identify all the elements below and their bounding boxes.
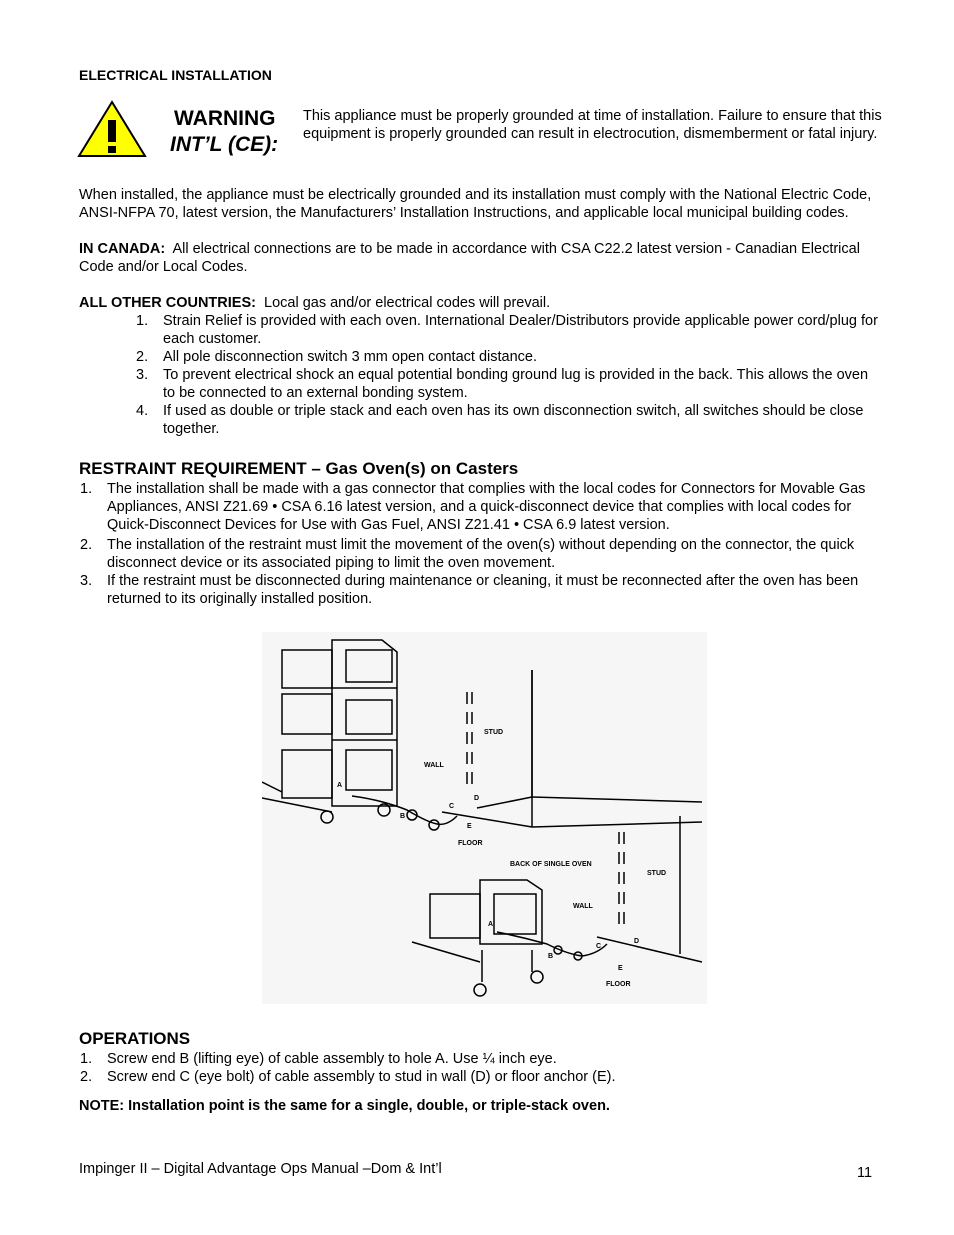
restraint-list	[80, 480, 887, 608]
stud-label: STUD	[484, 729, 504, 736]
label-c: C	[449, 803, 455, 810]
list-item: 3. If the restraint must be disconnected during maintenance or cleaning, it must be reconnected after the oven has been returned to its originally installed position.	[80, 573, 859, 607]
section-heading-operations: OPERATIONS	[79, 1029, 191, 1048]
section-heading-electrical: ELECTRICAL INSTALLATION	[79, 67, 272, 83]
restraint-installation-diagram	[262, 632, 707, 1004]
label-d-2: D	[634, 938, 640, 945]
label-a: A	[337, 782, 343, 789]
electrical-list	[136, 312, 883, 438]
canada-label: IN CANADA:	[79, 241, 166, 257]
floor-label: FLOOR	[458, 840, 483, 847]
list-item: 2. The installation of the restraint must limit the movement of the oven(s) without depending on the connector, the quick disconnect device or its associated piping to limit the oven movement.	[80, 537, 855, 571]
label-d: D	[474, 795, 480, 802]
operations-note: NOTE: Installation point is the same for a single, double, or triple-stack oven.	[79, 1098, 610, 1114]
list-item: 1. The installation shall be made with a gas connector that complies with the local codes for Connectors for Movable Gas Appliances, ANSI Z21.69 • CSA 6.16 latest version, and a quick-disconnect device that complies with local codes for Quick-Disconnect Devices for Use with Gas Fuel, ANSI Z21.41 • CSA 6.9 latest version.	[80, 481, 866, 533]
operations-list	[80, 1050, 887, 1086]
label-b-2: B	[548, 953, 554, 960]
label-e-2: E	[618, 965, 623, 972]
page-number: 11	[857, 1165, 873, 1181]
list-item: 2. All pole disconnection switch 3 mm open contact distance.	[136, 349, 537, 365]
stud-label-2: STUD	[647, 870, 667, 877]
wall-label: WALL	[424, 762, 444, 769]
list-item: 4. If used as double or triple stack and each oven has its own disconnection switch, all switches should be close together.	[136, 403, 864, 437]
warning-text: This appliance must be properly grounded at time of installation. Failure to ensure that this equipment is properly grounded can result in electrocution, dismemberment or fatal injury.	[303, 108, 882, 142]
back-single-oven-label: BACK OF SINGLE OVEN	[510, 861, 592, 868]
floor-label-2: FLOOR	[606, 981, 631, 988]
label-e: E	[467, 823, 472, 830]
other-countries-label: ALL OTHER COUNTRIES:	[79, 295, 256, 311]
other-countries-text: Local gas and/or electrical codes will prevail.	[264, 295, 551, 311]
footer-title: Impinger II – Digital Advantage Ops Manual –Dom & Int’l	[79, 1161, 442, 1177]
warning-subtitle: INT’L (CE):	[170, 133, 279, 156]
canada-text: All electrical connections are to be made in accordance with CSA C22.2 latest version - Canadian Electrical Code and/or Local Codes.	[79, 241, 860, 275]
grounding-paragraph: When installed, the appliance must be electrically grounded and its installation must comply with the National Electric Code, ANSI-NFPA 70, latest version, the Manufacturers’ Installation Instructions, and applicable local municipal building codes.	[79, 187, 872, 221]
list-item: 2. Screw end C (eye bolt) of cable assembly to stud in wall (D) or floor anchor (E).	[80, 1069, 616, 1085]
list-item: 1. Screw end B (lifting eye) of cable assembly to hole A. Use ¼ inch eye.	[80, 1051, 557, 1067]
section-heading-restraint: RESTRAINT REQUIREMENT – Gas Oven(s) on Casters	[79, 459, 519, 478]
label-b: B	[400, 813, 406, 820]
list-item: 3. To prevent electrical shock an equal potential bonding ground lug is provided in the back. This allows the oven to be connected to an external bonding system.	[136, 367, 869, 401]
warning-title: WARNING	[174, 107, 276, 130]
list-item: 1. Strain Relief is provided with each oven. International Dealer/Distributors provide applicable power cord/plug for each customer.	[136, 313, 878, 347]
wall-label-2: WALL	[573, 903, 593, 910]
label-a-2: A	[488, 921, 494, 928]
warning-triangle-icon	[77, 100, 147, 158]
canada-paragraph	[79, 240, 879, 276]
other-countries-paragraph	[79, 294, 879, 312]
label-c-2: C	[596, 943, 602, 950]
